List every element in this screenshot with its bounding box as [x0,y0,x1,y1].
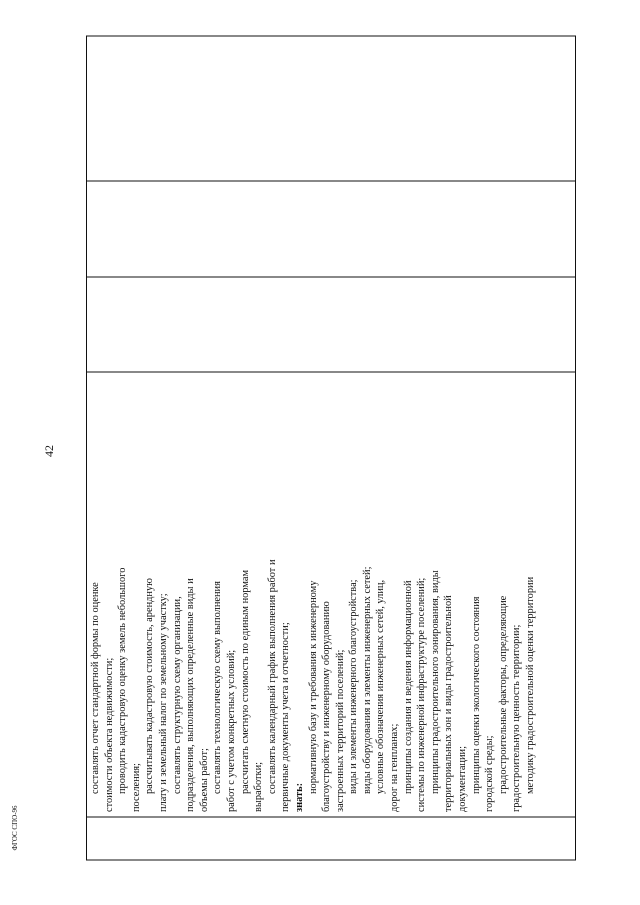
competency-table [86,35,576,860]
content-line: стоимости объекта недвижимости; [103,657,115,812]
content-line: первичные документы учета и отчетности; [280,621,292,812]
content-line: объемы работ; [198,747,210,812]
content-line: виды и элементы инженерного благоустройства; [348,578,360,794]
content-line: поселения; [130,762,142,812]
content-line: принципы создания и ведения информационной [402,580,414,794]
page-number: 42 [42,445,56,457]
content-line: нормативную базу и требования к инженерному [307,580,319,794]
table-cell-content [87,371,576,816]
content-line: выработки; [253,761,265,812]
table-cell-hours [87,276,576,371]
content-line: принципы градостроительного зонирования, виды [429,569,441,794]
table-cell-competencies [87,36,576,181]
content-line: подразделения, выполняющих определенные виды и [185,577,197,812]
content-line: рассчитывать кадастровую стоимость, арендную [144,577,156,794]
content-line: составлять структурную схему организации, [171,595,183,794]
content-line: документации; [457,745,469,812]
content-line: составлять отчет стандартной формы по оценке [90,581,101,794]
content-line: методику градостроительной оценки территории [525,576,536,794]
content-line: благоустройству и инженерному оборудованию [321,600,333,812]
content-line: составлять технологическую схему выполнения [212,580,224,794]
table-cell-code [87,816,576,859]
footer-standard-code: ФГОС СПО-96 [11,805,19,851]
content-line: городской среды; [484,735,496,812]
content-line: работ с учетом конкретных условий; [225,649,237,812]
content-line: системы по инженерной инфраструктуре поселений; [416,577,428,812]
content-line: составлять календарный график выполнения работ и [266,558,278,794]
content-line: территориальных зон и виды градостроительной [443,594,455,812]
content-line: виды оборудования и элементы инженерных сетей; [361,566,373,794]
competency-table-rotated [86,35,576,860]
content-line: дорог на генпланах; [389,723,401,812]
content-line: проводить кадастровую оценку земель небольшого [117,567,129,794]
content-line: градостроительную ценность территории; [511,624,523,812]
content-line: рассчитать сметную стоимость по единым нормам [239,569,251,794]
table-cell-disciplines [87,180,576,276]
content-line-heading: знать: [293,782,305,812]
content-line: градостроительные факторы, определяющие [497,595,509,794]
content-line: застроенных территорий поселений; [334,649,346,812]
content-line: плату и земельный налог по земельному участку; [157,592,169,812]
content-line: условные обозначения инженерных сетей, улиц, [375,579,387,794]
content-text-block [87,372,538,816]
content-line: принципы оценки экологического состояния [470,596,482,794]
